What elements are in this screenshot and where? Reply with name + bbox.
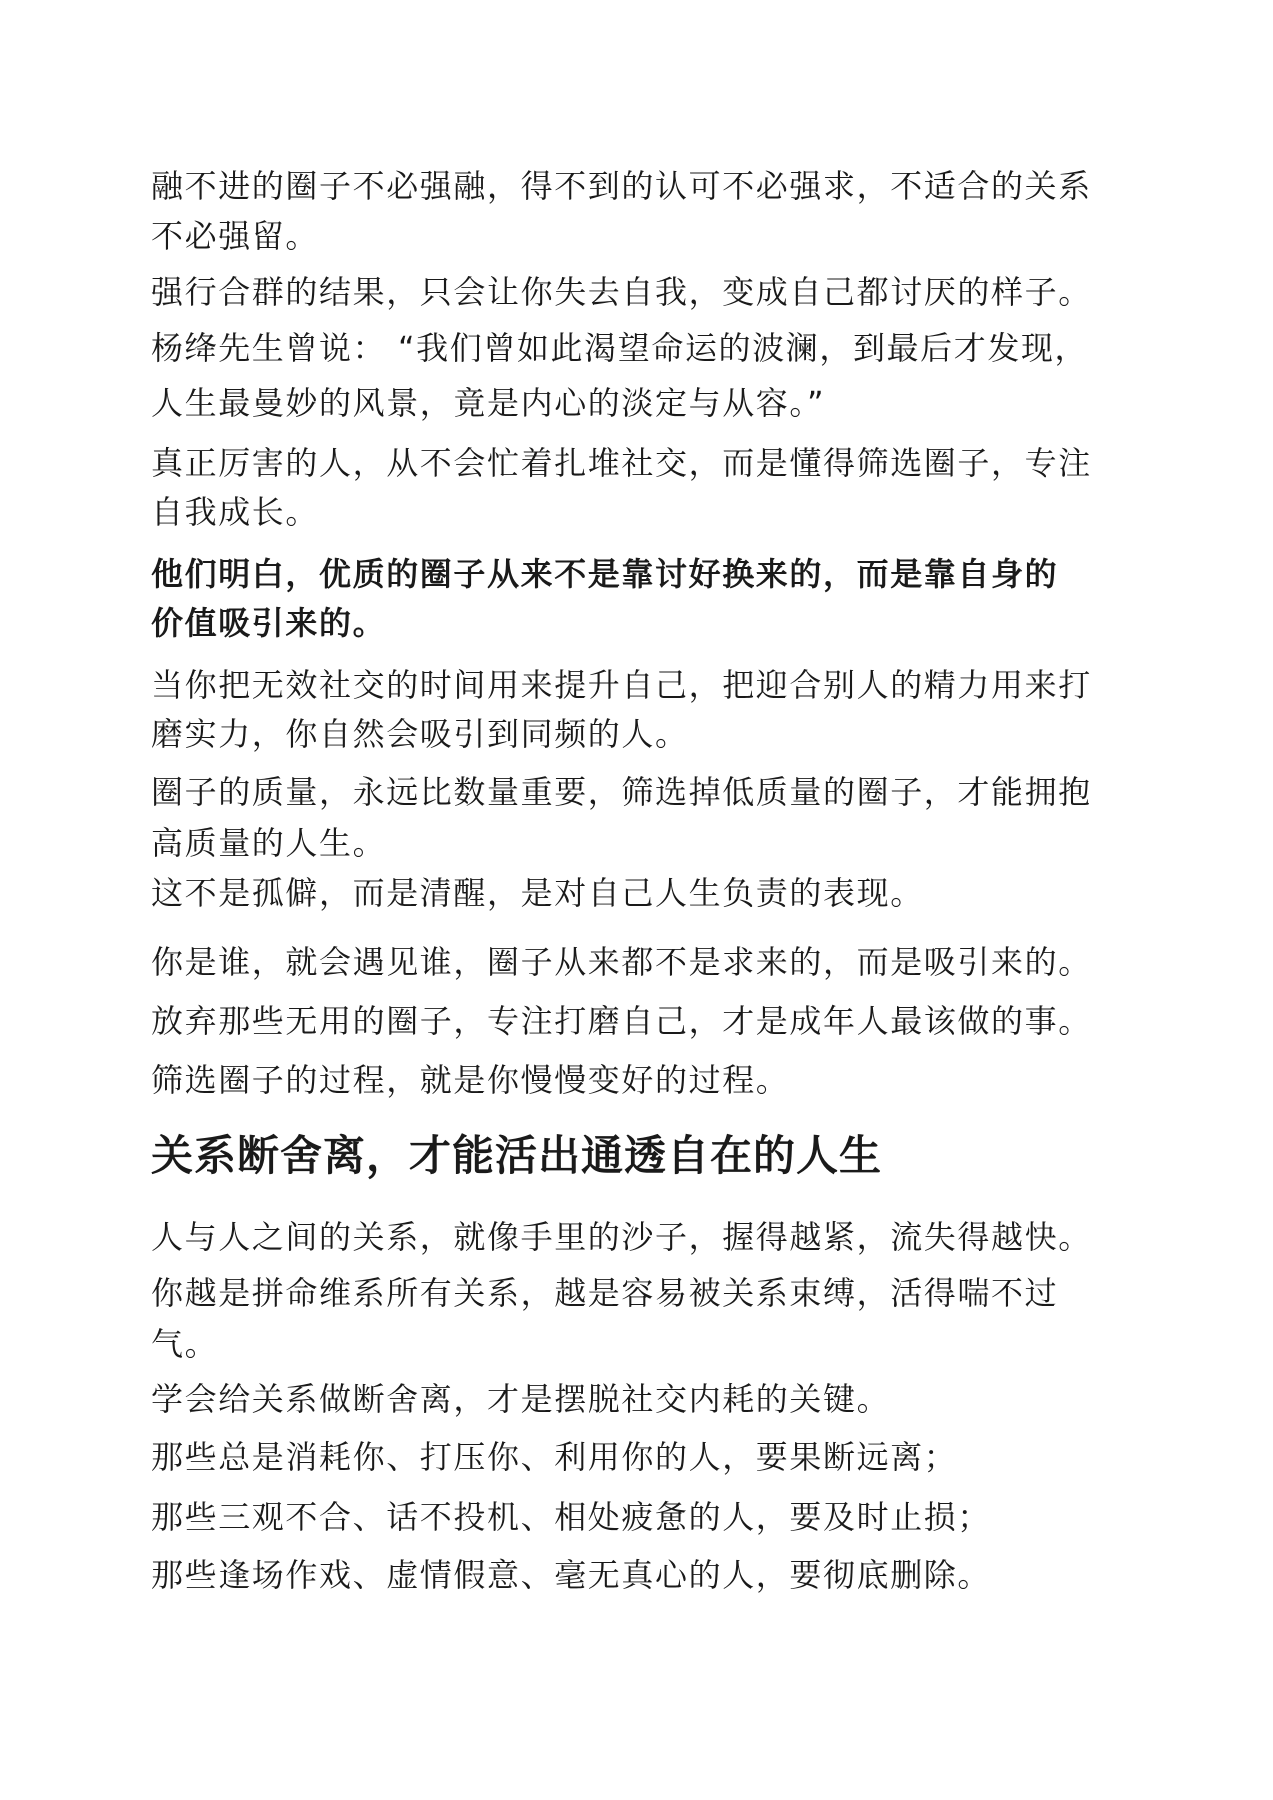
paragraph-line: 放弃那些无用的圈子，专注打磨自己，才是成年人最该做的事。	[151, 1002, 1092, 1040]
quote-line: 人生最曼妙的风景，竟是内心的淡定与从容。”	[151, 384, 826, 422]
paragraph-line: 那些三观不合、话不投机、相处疲惫的人，要及时止损；	[151, 1498, 992, 1536]
paragraph-line: 强行合群的结果，只会让你失去自我，变成自己都讨厌的样子。	[151, 273, 1092, 311]
paragraph-line: 融不进的圈子不必强融，得不到的认可不必强求，不适合的关系	[151, 167, 1092, 205]
paragraph-line: 磨实力，你自然会吸引到同频的人。	[151, 715, 689, 753]
paragraph-line: 圈子的质量，永远比数量重要，筛选掉低质量的圈子，才能拥抱	[151, 773, 1092, 811]
paragraph-line: 你是谁，就会遇见谁，圈子从来都不是求来的，而是吸引来的。	[151, 943, 1092, 981]
paragraph-line: 气。	[151, 1325, 219, 1363]
paragraph-line: 真正厉害的人，从不会忙着扎堆社交，而是懂得筛选圈子，专注	[151, 444, 1092, 482]
paragraph-line: 不必强留。	[151, 217, 320, 255]
paragraph-line: 你越是拼命维系所有关系，越是容易被关系束缚，活得喘不过	[151, 1274, 1059, 1312]
paragraph-line: 这不是孤僻，而是清醒，是对自己人生负责的表现。	[151, 874, 924, 912]
paragraph-line: 那些总是消耗你、打压你、利用你的人，要果断远离；	[151, 1438, 958, 1476]
emphasis-line: 他们明白，优质的圈子从来不是靠讨好换来的，而是靠自身的	[151, 555, 1059, 593]
emphasis-line: 价值吸引来的。	[151, 604, 387, 642]
section-heading: 关系断舍离，才能活出通透自在的人生	[151, 1131, 883, 1180]
paragraph-line: 学会给关系做断舍离，才是摆脱社交内耗的关键。	[151, 1380, 891, 1418]
paragraph-line: 自我成长。	[151, 493, 320, 531]
paragraph-line: 当你把无效社交的时间用来提升自己，把迎合别人的精力用来打	[151, 666, 1092, 704]
paragraph-line: 筛选圈子的过程，就是你慢慢变好的过程。	[151, 1061, 790, 1099]
paragraph-line: 高质量的人生。	[151, 824, 387, 862]
quote-line: 杨绛先生曾说： “我们曾如此渴望命运的波澜，到最后才发现，	[151, 329, 1089, 367]
paragraph-line: 那些逢场作戏、虚情假意、毫无真心的人，要彻底删除。	[151, 1556, 992, 1594]
paragraph-line: 人与人之间的关系，就像手里的沙子，握得越紧，流失得越快。	[151, 1218, 1092, 1256]
